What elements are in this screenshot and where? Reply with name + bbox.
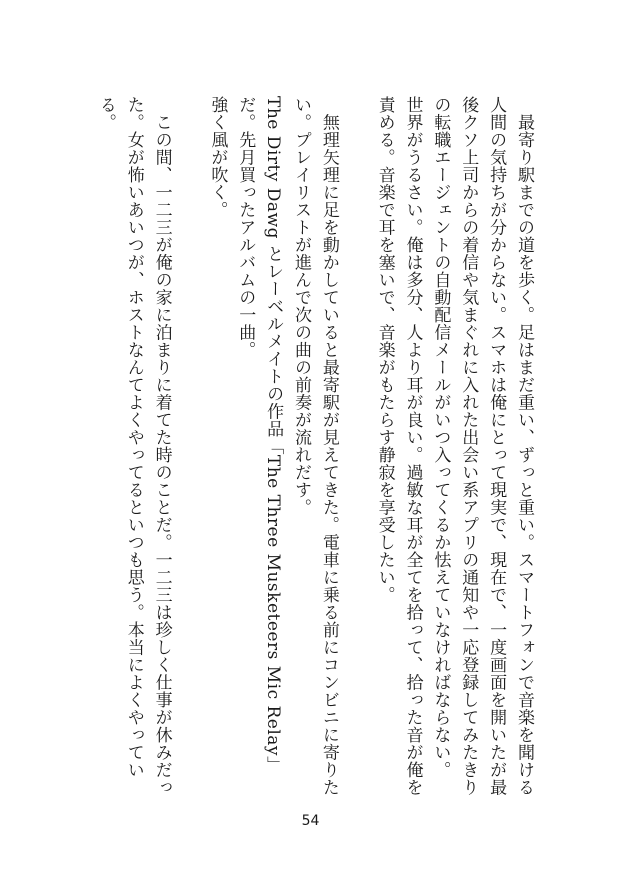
page-number: 54 — [301, 813, 320, 829]
paragraph-hifumi: この間、一二三が俺の家に泊まりに着てた時のことだ。一二三は珍しく仕事が休みだった。女が怖いあいつが、ホストなんてよくやってるといつも思う。本当によくやっている。 — [95, 96, 172, 796]
paragraph-station: 無理矢理に足を動かしていると最寄駅が見えてきた。電車に乗る前にコンビニに寄りたい。プレイリストが進んで次の曲の前奏が流れだす。 — [291, 96, 339, 796]
paragraph-walk: 最寄り駅までの道を歩く。足はまだ重い、ずっと重い。スマートフォンで音楽を聞ける人間の気持ちが分からない。スマホは俺にとって現実で、現在で、一度画面を開いたが最後クソ上司からの着信や気まぐれに入れた出会い系アプリの通知や一応登録してみたきりの転職エージェントの自動配信メールがいつ入ってくるか怯えていなければならない。 — [430, 96, 534, 796]
paragraph-break — [342, 96, 370, 796]
paragraph-noisy-world: 世界がうるさい。俺は多分、人より耳が良い。過敏な耳が全てを拾って、拾った音が俺を責める。音楽で耳を塞いで、音楽がもたらす静寂を享受したい。 — [374, 96, 423, 796]
paragraph-wind: 強く風が吹く。 — [207, 96, 228, 219]
paragraph-break — [175, 96, 203, 796]
vertical-text-body — [77, 96, 537, 796]
paragraph-song-title: The Dirty Dawg とレーベルメイトの作品「The Three Musketeers Mic Relay」だ。先月買ったアルバムの一曲。 — [235, 96, 284, 774]
